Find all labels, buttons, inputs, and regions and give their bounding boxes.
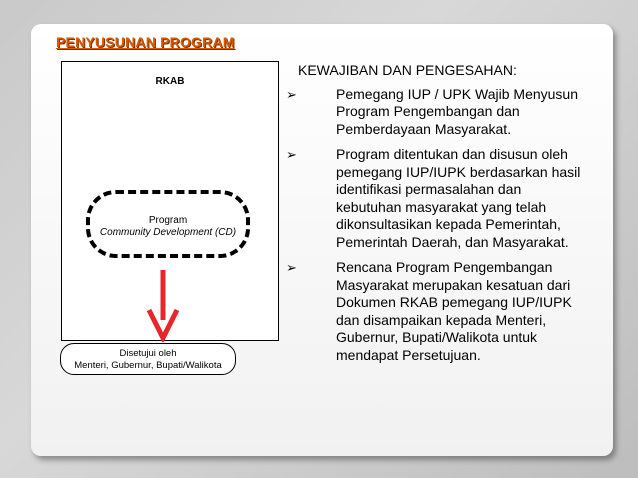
obligations-section xyxy=(286,62,588,372)
cd-program-line2: Community Development (CD) xyxy=(99,227,237,238)
bullet-text: Rencana Program Pengembangan Masyarakat merupakan kesatuan dari Dokumen RKAB pemegang IUP/IUPK dan disampaikan kepada Menteri, Gubernur, Bupati/Walikota untuk mendapat Persetujuan. xyxy=(336,259,572,363)
approval-box xyxy=(60,343,236,375)
arrow-bullet-icon: ➢ xyxy=(286,86,297,102)
cd-program-line1: Program xyxy=(148,215,188,226)
approval-line1: Disetujui oleh xyxy=(119,348,177,359)
cd-program-oval xyxy=(86,190,250,258)
bullet-item xyxy=(286,85,588,139)
approval-line2: Menteri, Gubernur, Bupati/Walikota xyxy=(74,360,222,371)
page-title: PENYUSUNAN PROGRAM xyxy=(56,34,235,50)
cd-program-text xyxy=(90,215,246,239)
arrow-bullet-icon: ➢ xyxy=(286,260,297,275)
bullet-text: Pemegang IUP / UPK Wajib Menyusun Program Pengembangan dan Pemberdayaan Masyarakat. xyxy=(336,85,579,137)
bullet-item xyxy=(286,259,588,364)
down-arrow-icon xyxy=(145,270,181,342)
bullet-item xyxy=(286,146,588,251)
obligations-heading: KEWAJIBAN DAN PENGESAHAN: xyxy=(298,62,517,78)
arrow-bullet-icon: ➢ xyxy=(286,147,297,162)
bullet-text: Program ditentukan dan disusun oleh pemegang IUP/IUPK berdasarkan hasil identifikasi permasalahan dan kebutuhan masyarakat yang telah dikonsultasikan kepada Pemerintah, Pemerintah Daerah, dan Masyarakat. xyxy=(336,146,581,250)
rkab-label: RKAB xyxy=(155,76,185,87)
